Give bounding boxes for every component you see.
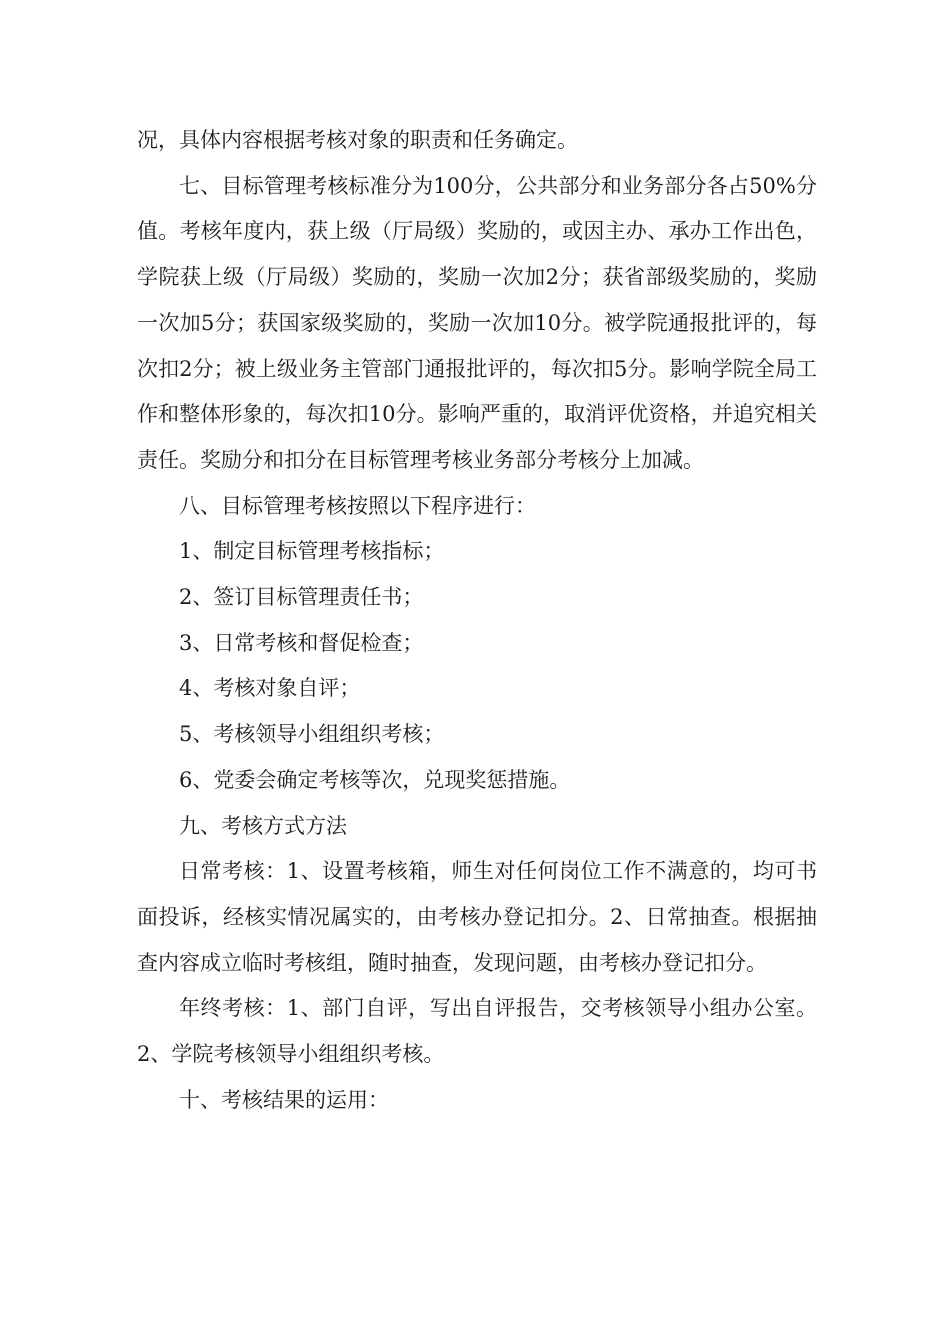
paragraph-daily-assessment: 日常考核：1、设置考核箱，师生对任何岗位工作不满意的，均可书面投诉，经核实情况属实的，由考核办登记扣分。2、日常抽查。根据抽查内容成立临时考核组，随时抽查，发现问题，由考核办登记扣分。 [137, 859, 817, 975]
heading-section-10: 十、考核结果的运用： [179, 1087, 389, 1112]
document-body [137, 118, 817, 1123]
paragraph-annual-assessment: 年终考核：1、部门自评，写出自评报告，交考核领导小组办公室。2、学院考核领导小组组织考核。 [137, 996, 817, 1067]
heading-section-9: 九、考核方式方法 [179, 813, 347, 838]
paragraph-section-7: 七、目标管理考核标准分为100分，公共部分和业务部分各占50%分值。考核年度内，获上级（厅局级）奖励的，或因主办、承办工作出色，学院获上级（厅局级）奖励的，奖励一次加2分；获省部级奖励的，奖励一次加5分；获国家级奖励的，奖励一次加10分。被学院通报批评的，每次扣2分；被上级业务主管部门通报批评的，每次扣5分。影响学院全局工作和整体形象的，每次扣10分。影响严重的，取消评优资格，并追究相关责任。奖励分和扣分在目标管理考核业务部分考核分上加减。 [137, 173, 817, 472]
paragraph-section-8: 八、目标管理考核按照以下程序进行： [179, 493, 536, 518]
list-item-step-6: 6、党委会确定考核等次，兑现奖惩措施。 [179, 767, 571, 792]
list-item-step-1: 1、制定目标管理考核指标； [179, 539, 445, 564]
paragraph-continuation: 况，具体内容根据考核对象的职责和任务确定。 [137, 128, 578, 152]
list-item-step-2: 2、签订目标管理责任书； [179, 585, 424, 610]
list-item-step-3: 3、日常考核和督促检查； [179, 630, 424, 655]
list-item-step-5: 5、考核领导小组组织考核； [179, 722, 445, 747]
list-item-step-4: 4、考核对象自评； [179, 676, 361, 701]
